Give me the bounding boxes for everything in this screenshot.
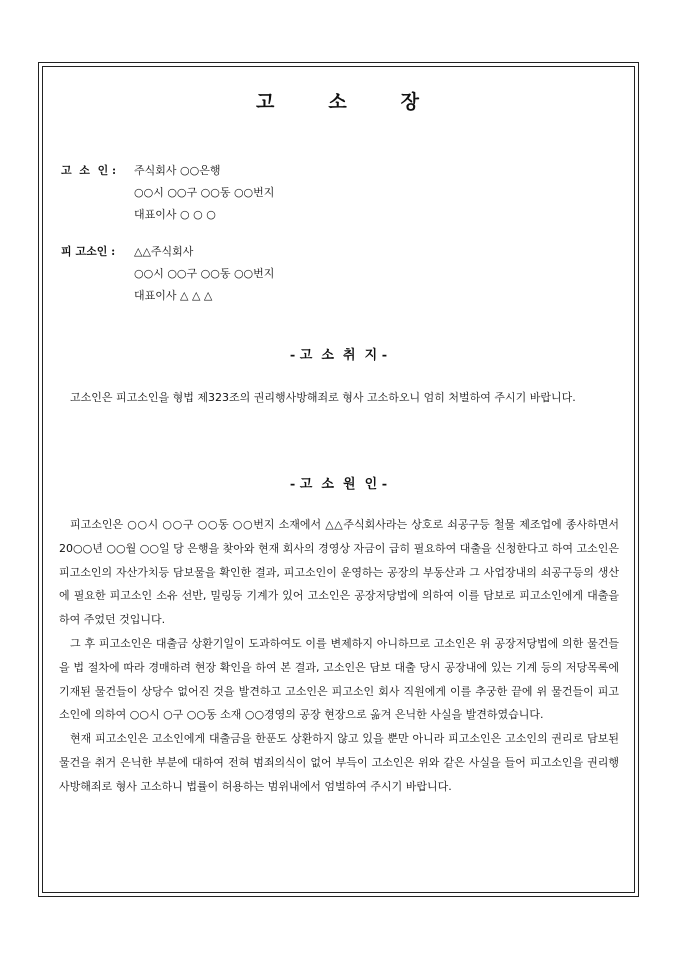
purpose-heading: - 고 소 취 지 -: [289, 348, 388, 363]
purpose-text: 고소인은 피고소인을 형법 제323조의 권리행사방해죄로 형사 고소하오니 엄히 처벌하여 주시기 바랍니다.: [70, 391, 576, 404]
accused-label: 피 고소인 :: [61, 245, 116, 258]
reasons-paragraph: 현재 피고소인은 고소인에게 대출금을 한푼도 상환하지 않고 있을 뿐만 아니라 피고소인은 고소인의 권리로 담보된 물건을 취거 은닉한 부분에 대하여 전혀 범죄의식이 없어 부득이 고소인은 위와 같은 사실을 들어 피고소인을 권리행사방해죄로 형사 고소하니 법률이 허용하는 범위내에서 엄벌하여 주시기 바랍니다.: [59, 732, 619, 793]
accused-name: △△주식회사: [134, 245, 194, 258]
document-title: [42, 87, 635, 114]
reasons-paragraph: 그 후 피고소인은 대출금 상환기일이 도과하여도 이를 변제하지 아니하므로 고소인은 위 공장저당법에 의한 물건들을 법 절차에 따라 경매하려 현장 확인을 하여 본 결과, 고소인은 담보 대출 당시 공장내에 있는 기계 등의 저당목록에 기재된 물건들이 상당수 없어진 것을 발견하고 고소인은 피고소인 회사 직원에게 이를 추궁한 끝에 위 물건들이 피고소인에 의하여 ○○시 ○구 ○○동 소재 ○○경영의 공장 현장으로 옮겨 은닉한 사실을 발견하였습니다.: [59, 636, 619, 722]
complainant-block: [61, 160, 274, 226]
title-char: 고: [255, 91, 277, 113]
complainant-name: 주식회사 ○○은행: [134, 164, 221, 177]
title-char: 소: [328, 91, 349, 113]
reasons-text-block: [59, 513, 619, 799]
complainant-representative: 대표이사 ○ ○ ○: [134, 208, 216, 221]
purpose-text-block: [59, 386, 619, 410]
accused-address: ○○시 ○○구 ○○동 ○○번지: [134, 267, 275, 280]
accused-block: [61, 241, 274, 307]
complainant-address: ○○시 ○○구 ○○동 ○○번지: [134, 186, 275, 199]
title-char: 장: [400, 91, 422, 113]
accused-representative: 대표이사 △ △ △: [134, 289, 213, 302]
complainant-label: 고 소 인 :: [61, 164, 117, 177]
reasons-heading: - 고 소 원 인 -: [289, 477, 388, 492]
reasons-paragraph: 피고소인은 ○○시 ○○구 ○○동 ○○번지 소재에서 △△주식회사라는 상호로 쇠공구등 철물 제조업에 종사하면서 20○○년 ○○월 ○○일 당 은행을 찾아와 현재 회사의 경영상 자금이 급히 필요하여 대출을 신청한다고 하여 고소인은 피고소인의 자산가치등 담보물을 확인한 결과, 피고소인이 운영하는 공장의 부동산과 그 사업장내의 쇠공구등의 생산에 필요한 피고소인 소유 선반, 밀링등 기계가 있어 고소인은 공장저당법에 의하여 이를 담보로 피고소인에게 대출을 하여 주었던 것입니다.: [59, 518, 619, 627]
